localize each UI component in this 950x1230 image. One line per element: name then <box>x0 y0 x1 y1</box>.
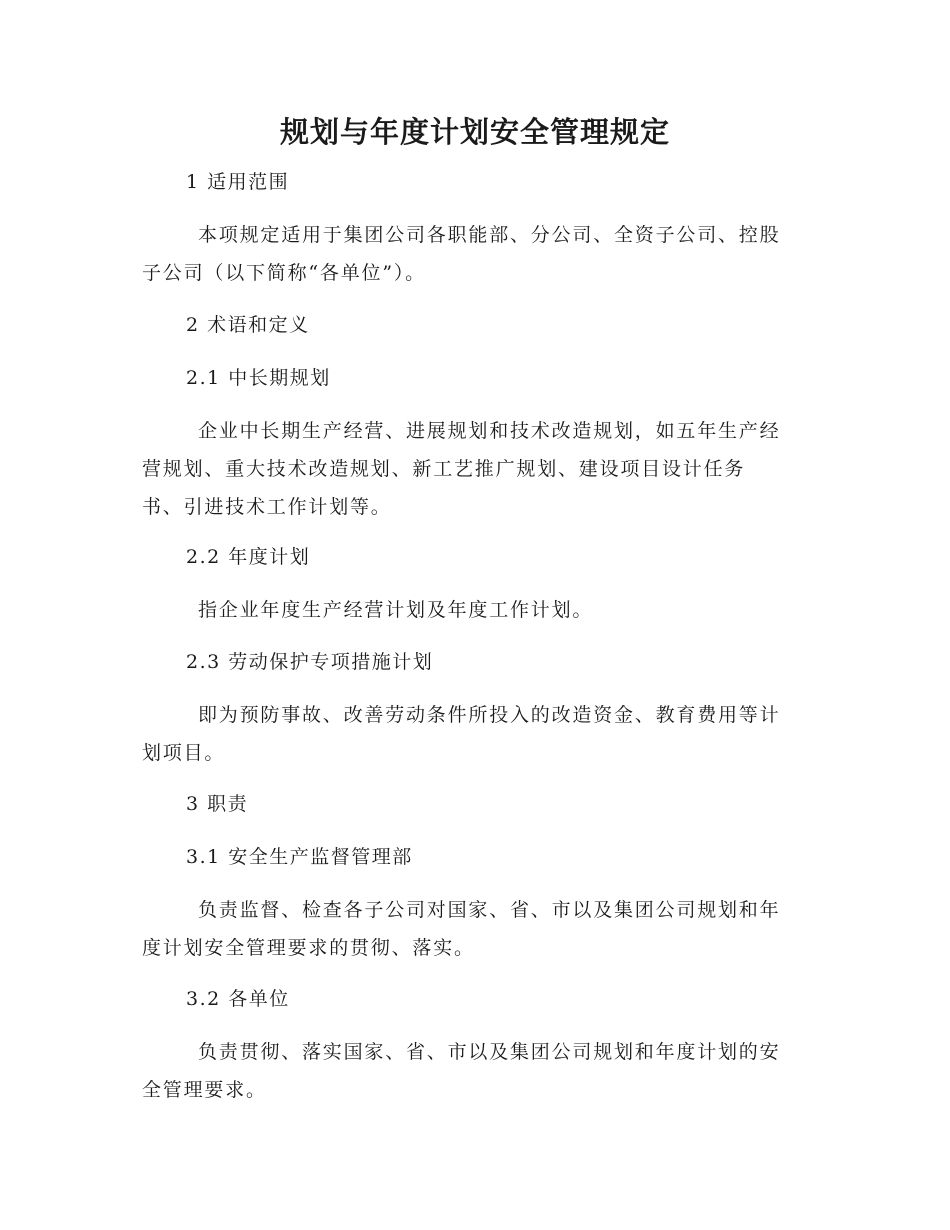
paragraph-line: 度计划安全管理要求的贯彻、落实。 <box>142 937 475 959</box>
section-2-heading: 2 术语和定义 <box>186 314 310 336</box>
paragraph-line: 负责监督、检查各子公司对国家、省、市以及集团公司规划和年 <box>198 899 781 921</box>
section-2-3-paragraph <box>142 696 812 772</box>
paragraph-line: 划项目。 <box>142 742 226 764</box>
section-1-heading: 1 适用范围 <box>186 171 290 193</box>
paragraph-line: 全管理要求。 <box>142 1079 267 1101</box>
paragraph-line: 营规划、重大技术改造规划、新工艺推广规划、建设项目设计任务 <box>142 458 746 480</box>
section-3-1-heading: 3.1 安全生产监督管理部 <box>186 846 413 868</box>
paragraph-line: 企业中长期生产经营、进展规划和技术改造规划，如五年生产经 <box>198 420 781 442</box>
section-2-2-paragraph <box>142 591 812 629</box>
paragraph-line: 书、引进技术工作计划等。 <box>142 496 392 518</box>
paragraph-line: 本项规定适用于集团公司各职能部、分公司、全资子公司、控股 <box>198 224 781 246</box>
document-title: 规划与年度计划安全管理规定 <box>279 115 670 149</box>
paragraph-line: 负责贯彻、落实国家、省、市以及集团公司规划和年度计划的安 <box>198 1041 781 1063</box>
paragraph-line: 即为预防事故、改善劳动条件所投入的改造资金、教育费用等计 <box>198 704 781 726</box>
section-3-2-paragraph <box>142 1033 812 1109</box>
section-3-heading: 3 职责 <box>186 793 249 815</box>
section-3-1-paragraph <box>142 891 812 967</box>
section-3-2-heading: 3.2 各单位 <box>186 988 290 1010</box>
paragraph-line: 指企业年度生产经营计划及年度工作计划。 <box>198 599 594 621</box>
paragraph-line: 子公司（以下简称“各单位”）。 <box>142 262 426 284</box>
section-2-3-heading: 2.3 劳动保护专项措施计划 <box>186 651 434 673</box>
section-2-1-paragraph <box>142 412 812 526</box>
section-2-2-heading: 2.2 年度计划 <box>186 546 311 568</box>
section-1-paragraph <box>142 216 812 292</box>
section-2-1-heading: 2.1 中长期规划 <box>186 367 331 389</box>
